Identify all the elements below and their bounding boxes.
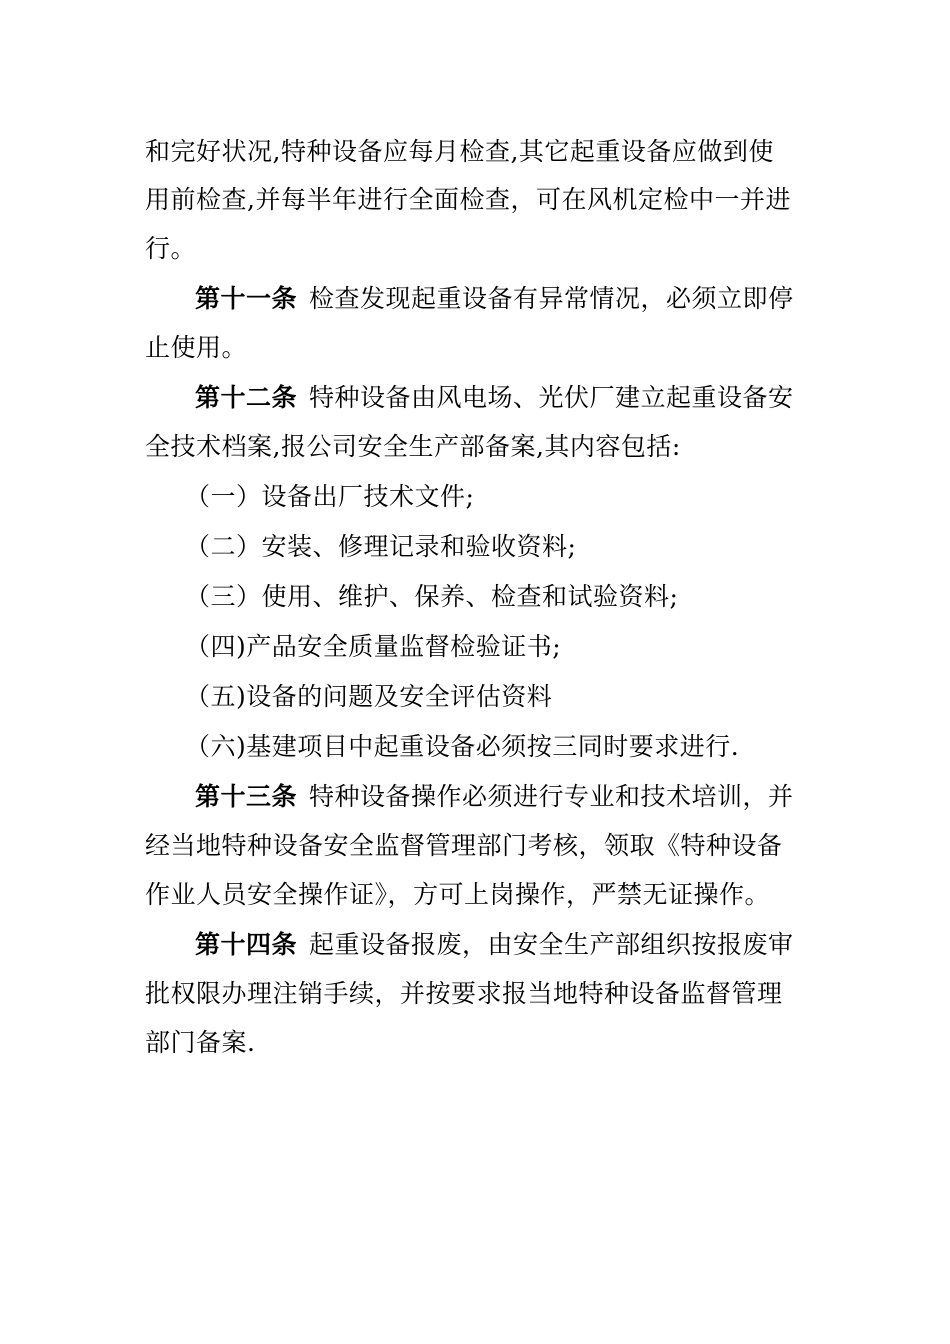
list-item: （二）安装、修理记录和验收资料; <box>185 532 577 561</box>
list-item: （四)产品安全质量监督检验证书; <box>185 632 562 661</box>
article-13-text: 特种设备操作必须进行专业和技术培训，并 <box>309 782 794 811</box>
article-11-heading: 第十一条 <box>195 284 298 313</box>
article-14 <box>195 930 810 960</box>
paragraph-line: 行。 <box>145 234 197 263</box>
paragraph-line: 经当地特种设备安全监督管理部门考核，领取《特种设备 <box>145 831 783 860</box>
article-11-text: 检查发现起重设备有异常情况，必须立即停 <box>309 284 794 313</box>
article-11 <box>195 284 810 314</box>
list-item: （三）使用、维护、保养、检查和试验资料; <box>185 582 679 611</box>
article-13 <box>195 782 810 812</box>
paragraph-line: 批权限办理注销手续，并按要求报当地特种设备监督管理 <box>145 979 783 1008</box>
article-13-heading: 第十三条 <box>195 782 298 811</box>
paragraph-line: 用前检查,并每半年进行全面检查，可在风机定检中一并进 <box>145 185 791 214</box>
article-12 <box>195 383 810 413</box>
paragraph-line: 和完好状况,特种设备应每月检查,其它起重设备应做到使 <box>145 137 774 166</box>
list-item: （六)基建项目中起重设备必须按三同时要求进行. <box>185 732 740 761</box>
article-12-heading: 第十二条 <box>195 383 298 412</box>
paragraph-line: 全技术档案,报公司安全生产部备案,其内容包括: <box>145 432 681 461</box>
article-12-text: 特种设备由风电场、光伏厂建立起重设备安 <box>309 383 794 412</box>
article-14-heading: 第十四条 <box>195 930 298 959</box>
article-14-text: 起重设备报废，由安全生产部组织按报废审 <box>309 930 794 959</box>
list-item: （一）设备出厂技术文件; <box>185 482 475 511</box>
paragraph-line: 止使用。 <box>145 333 248 362</box>
list-item: （五)设备的问题及安全评估资料 <box>185 682 553 711</box>
paragraph-line: 作业人员安全操作证》，方可上岗操作，严禁无证操作。 <box>145 880 771 909</box>
paragraph-line: 部门备案. <box>145 1028 256 1057</box>
